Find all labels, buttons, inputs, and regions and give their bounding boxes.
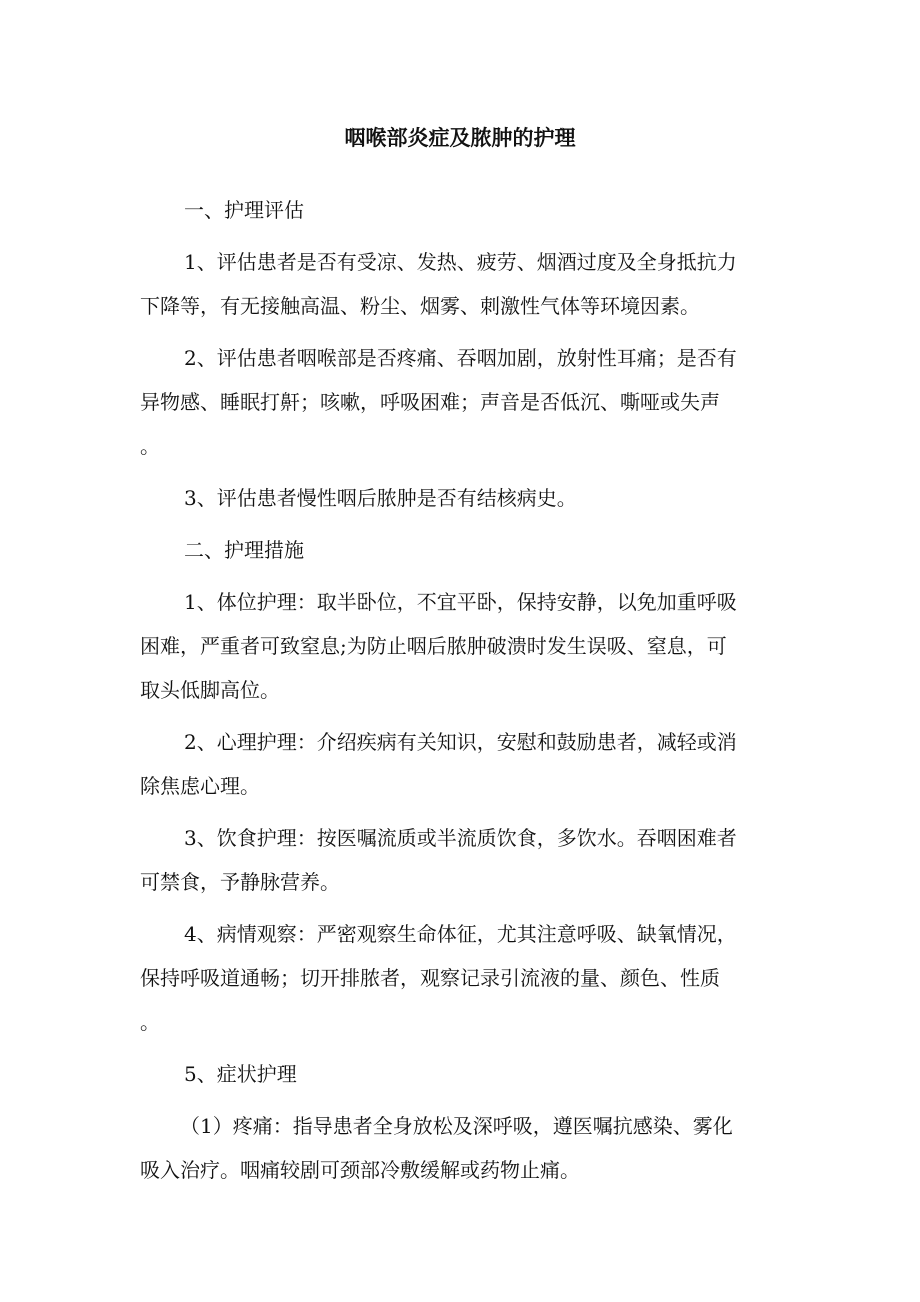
paragraph-line: 2、心理护理：介绍疾病有关知识，安慰和鼓励患者，减轻或消 <box>184 730 737 754</box>
paragraph-line: （1）疼痛：指导患者全身放松及深呼吸，遵医嘱抗感染、雾化 <box>180 1114 733 1138</box>
paragraph-line: 可禁食，予静脉营养。 <box>140 870 340 894</box>
paragraph-line: 2、评估患者咽喉部是否疼痛、吞咽加剧，放射性耳痛；是否有 <box>184 346 737 370</box>
document-title: 咽喉部炎症及脓肿的护理 <box>344 125 576 150</box>
paragraph-line: 取头低脚高位。 <box>140 678 280 702</box>
paragraph-line: 3、饮食护理：按医嘱流质或半流质饮食，多饮水。吞咽困难者 <box>184 826 737 850</box>
paragraph <box>140 720 780 808</box>
paragraph-line: 1、评估患者是否有受凉、发热、疲劳、烟酒过度及全身抵抗力 <box>184 250 737 274</box>
paragraph-line: 。 <box>140 434 160 458</box>
paragraph-line: 除焦虑心理。 <box>140 774 260 798</box>
document-body <box>140 188 780 1192</box>
paragraph-line: 1、体位护理：取半卧位，不宜平卧，保持安静，以免加重呼吸 <box>184 590 737 614</box>
paragraph <box>140 816 780 904</box>
paragraph-line: 下降等，有无接触高温、粉尘、烟雾、刺激性气体等环境因素。 <box>140 294 700 318</box>
paragraph-line: 异物感、睡眠打鼾；咳嗽，呼吸困难；声音是否低沉、嘶哑或失声 <box>140 390 720 414</box>
paragraph <box>140 912 780 1044</box>
paragraph-line: 5、症状护理 <box>184 1062 297 1086</box>
paragraph-line: 困难，严重者可致窒息;为防止咽后脓肿破溃时发生误吸、窒息，可 <box>140 634 727 658</box>
paragraph <box>140 1052 780 1096</box>
paragraph-line: 4、病情观察：严密观察生命体征，尤其注意呼吸、缺氧情况， <box>184 922 737 946</box>
paragraph-line: 。 <box>140 1010 160 1034</box>
paragraph <box>140 240 780 328</box>
paragraph <box>140 1104 780 1192</box>
paragraph <box>140 336 780 468</box>
paragraph <box>140 476 780 520</box>
paragraph-line: 吸入治疗。咽痛较剧可颈部冷敷缓解或药物止痛。 <box>140 1158 580 1182</box>
paragraph <box>140 580 780 712</box>
paragraph-line: 保持呼吸道通畅；切开排脓者，观察记录引流液的量、颜色、性质 <box>140 966 720 990</box>
paragraph-line: 3、评估患者慢性咽后脓肿是否有结核病史。 <box>184 486 577 510</box>
section-heading-assessment: 一、护理评估 <box>184 198 304 222</box>
section-heading-measures: 二、护理措施 <box>184 538 304 562</box>
